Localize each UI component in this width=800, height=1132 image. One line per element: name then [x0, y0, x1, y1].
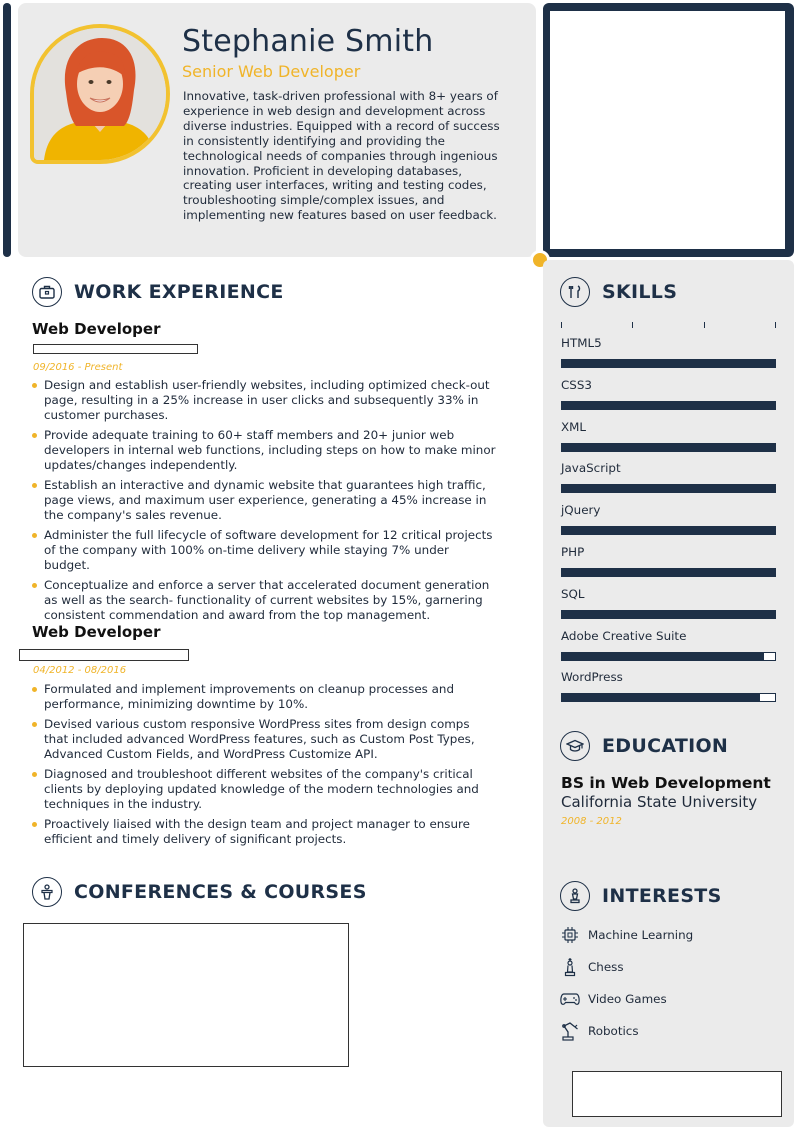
podium-icon — [32, 877, 62, 907]
job-date: 04/2012 - 08/2016 — [33, 665, 127, 676]
section-title: WORK EXPERIENCE — [74, 281, 284, 303]
redacted-area — [550, 11, 785, 249]
skill-item — [561, 420, 776, 452]
skill-level-bar — [561, 568, 776, 577]
skill-item — [561, 545, 776, 577]
skill-item — [561, 670, 776, 702]
work-experience-heading — [32, 277, 284, 307]
education-heading — [560, 731, 728, 761]
skill-level-fill — [562, 569, 775, 576]
chip-icon — [560, 925, 580, 945]
conferences-heading — [32, 877, 367, 907]
redacted-footer — [572, 1071, 782, 1117]
skill-name: CSS3 — [561, 377, 592, 392]
education-degree: BS in Web Development — [561, 774, 771, 792]
interest-item — [560, 957, 624, 977]
skill-name: Adobe Creative Suite — [561, 628, 687, 643]
skill-item — [561, 629, 776, 661]
interest-item — [560, 1021, 639, 1041]
skill-name: HTML5 — [561, 336, 602, 350]
interest-label: Robotics — [588, 1024, 639, 1038]
gamepad-icon — [560, 989, 580, 1009]
chess-piece-icon — [560, 957, 580, 977]
redacted-conferences — [23, 923, 349, 1067]
skill-level-bar — [561, 443, 776, 452]
skill-level-fill — [562, 402, 775, 409]
interests-heading — [560, 881, 722, 911]
job-bullets — [32, 682, 497, 852]
skill-item — [561, 503, 776, 535]
skill-level-fill — [562, 444, 775, 451]
skill-name: jQuery — [561, 503, 601, 518]
education-date: 2008 - 2012 — [561, 816, 622, 827]
list-item: Provide adequate training to 60+ staff members and 20+ junior web developers in internal web functions, including steps on how to make minor updates/changes independently. — [32, 428, 497, 473]
list-item: Design and establish user-friendly websites, including optimized check-out page, resulting in a 25% increase in user clicks and subsequently 33% in customer purchases. — [32, 378, 497, 423]
job-bullets — [32, 378, 497, 628]
skill-item — [561, 587, 776, 619]
skill-name: SQL — [561, 586, 585, 601]
skill-item — [561, 336, 776, 368]
skill-level-fill — [562, 611, 775, 618]
section-title: CONFERENCES & COURSES — [74, 881, 367, 903]
robot-arm-icon — [560, 1021, 580, 1041]
section-title: EDUCATION — [602, 735, 729, 757]
skill-level-bar — [561, 359, 776, 368]
job-title: Web Developer — [32, 623, 161, 641]
skill-item — [561, 378, 776, 410]
interest-item — [560, 925, 693, 945]
list-item: Proactively liaised with the design team and project manager to ensure efficient and timely delivery of significant projects. — [32, 817, 497, 847]
candidate-name: Stephanie Smith — [182, 24, 434, 59]
graduation-cap-icon — [560, 731, 590, 761]
redacted-company — [19, 649, 189, 661]
skill-level-fill — [562, 653, 764, 660]
candidate-role: Senior Web Developer — [182, 62, 361, 81]
list-item: Devised various custom responsive WordPress sites from design comps that included advanced WordPress features, such as Custom Post Types, Advanced Custom Fields, and WordPress Customize API. — [32, 717, 497, 762]
interest-label: Video Games — [588, 992, 667, 1006]
skill-name: XML — [561, 419, 587, 434]
skill-level-fill — [562, 694, 760, 701]
section-title: SKILLS — [602, 281, 678, 303]
skill-level-bar — [561, 401, 776, 410]
list-item: Conceptualize and enforce a server that accelerated document generation as well as the search- functionality of current websites by 15%, garnering consistent commendation and award from the top management. — [32, 578, 497, 623]
redacted-company — [33, 344, 198, 354]
job-date: 09/2016 - Present — [33, 362, 123, 373]
interest-item — [560, 989, 667, 1009]
section-title: INTERESTS — [602, 885, 722, 907]
list-item: Formulated and implement improvements on cleanup processes and performance, minimizing downtime by 10%. — [32, 682, 497, 712]
skill-item — [561, 461, 776, 493]
skill-scale-ticks — [561, 322, 776, 328]
skill-level-bar — [561, 484, 776, 493]
skills-heading — [560, 277, 677, 307]
tools-icon — [560, 277, 590, 307]
education-school: California State University — [561, 793, 758, 811]
skill-name: WordPress — [561, 670, 623, 685]
profile-photo — [30, 24, 170, 164]
skill-level-bar — [561, 610, 776, 619]
skill-level-fill — [562, 485, 775, 492]
briefcase-icon — [32, 277, 62, 307]
list-item: Diagnosed and troubleshoot different websites of the company's critical clients by deploying updated knowledge of the modern technologies and techniques in the industry. — [32, 767, 497, 812]
interest-label: Chess — [588, 960, 624, 974]
skill-level-bar — [561, 693, 776, 702]
portrait-illustration — [34, 28, 166, 160]
left-accent-bar — [3, 3, 11, 257]
skill-name: PHP — [561, 545, 585, 559]
skill-name: JavaScript — [561, 461, 621, 476]
list-item: Administer the full lifecycle of software development for 12 critical projects of the company with 100% on-time delivery while staying 7% under budget. — [32, 528, 497, 573]
skill-level-fill — [562, 360, 775, 367]
skill-level-fill — [562, 527, 775, 534]
interest-label: Machine Learning — [588, 928, 694, 942]
skill-level-bar — [561, 526, 776, 535]
list-item: Establish an interactive and dynamic website that guarantees high traffic, page views, and maximum user experience, generating a 45% increase in the company's sales revenue. — [32, 478, 497, 523]
job-title: Web Developer — [32, 320, 161, 338]
profile-summary: Innovative, task-driven professional with 8+ years of experience in web design and development across diverse industries. Equipped with a record of success in consistently identifying and providing the technological needs of companies through ingenious innovation. Proficient in developing databases, creating user interfaces, writing and testing codes, troubleshooting simple/complex issues, and implementing new features based on user feedback. — [183, 89, 500, 223]
chess-icon — [560, 881, 590, 911]
skill-level-bar — [561, 652, 776, 661]
header-side-panel — [543, 3, 794, 257]
